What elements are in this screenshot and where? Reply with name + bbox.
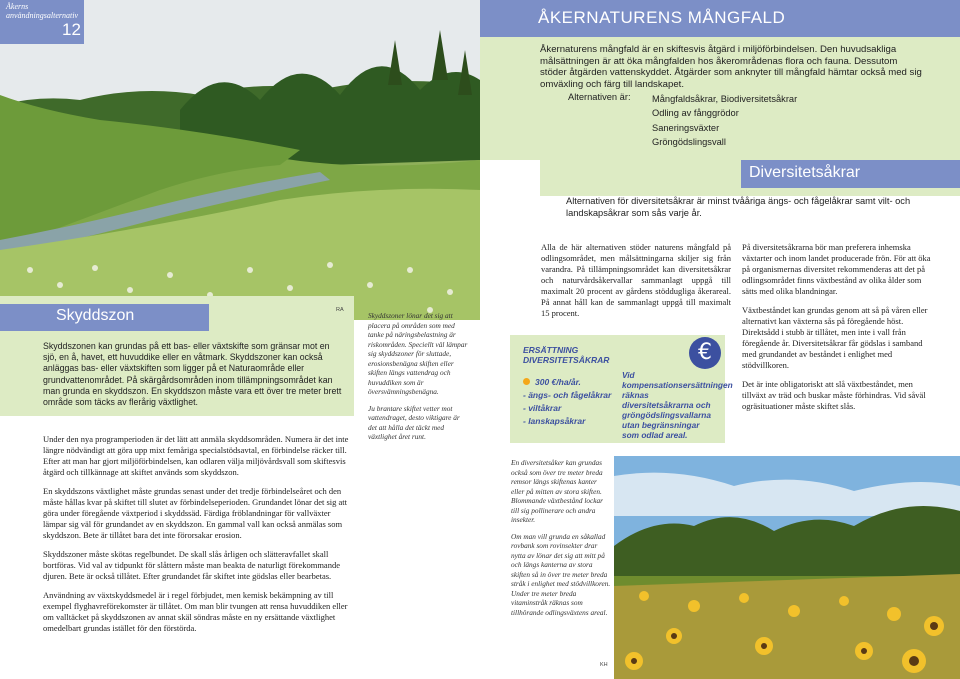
paragraph: Det är inte obligatoriskt att slå växtbeståndet, men tillväxt av träd och buskar måste förhindras. Vid såväl ogräsituationer måste skiftet slås. — [742, 379, 926, 411]
landscape-illustration — [0, 0, 480, 320]
side-note-paragraph: Om man vill grunda en såkallad rovbank som rovinsekter drar nytta av lönar det sig att mitt på och längs kanterna av stora skiften så in över tre meter breda stråk i enlighet med stödvillkoren. Under tre meter breda vitaminstråk räknas som tillhörande odlingsväxtens areal. — [511, 531, 611, 617]
section-header-tab — [0, 0, 84, 44]
alternative-item: Saneringsväxter — [652, 122, 720, 133]
paragraph: Skyddszoner måste skötas regelbundet. De skall slås årligen och slätteravfallet skall bortföras. Vid val av tidpunkt för slåttern måste man beakta de naturligt förekommande djuren. Bete är också tillåtet. Efter grundandet får skiftet inte gödslas eller bearbetas. — [43, 549, 340, 581]
euro-icon: € — [689, 337, 721, 369]
intro-text: Åkernaturens mångfald är en skiftesvis åtgärd i miljöförbindelsen. Den huvudsakliga målsättningen är att öka mångfalden hos åkerområdenas flora och fauna. Dessutom stöder åtgärden vattenskyddet. Åtgärder som anknyter till mångfald hämtar också med sig omväxling och färg till landskapet. — [540, 44, 922, 90]
alternative-item: Odling av fånggrödor — [652, 108, 739, 119]
skyddszon-intro: Skyddszonen kan grundas på ett bas- eller växtskifte som gränsar mot en sjö, en å, havet, ett huvuddike eller en våtmark. Skyddszoner kan också anläggas bas- eller växtskiften som ligger på et Naturaområde eller grundvattenområdet. På skärgårdsområden inom tillämpningsområdet kan man grunda en skyddszon. En skyddszon måste vara ett över tre meter brett område som täcks av flerårig växtlighet. — [43, 341, 342, 408]
photo-credit: KH — [600, 662, 608, 668]
alternative-item: Gröngödslingsvall — [652, 136, 726, 147]
alternatives-list — [652, 92, 797, 149]
side-note-paragraph: Skyddszoner lönar det sig att placera på områden som med tanke på näringsbelastning är riskområden. Speciellt väl lämpar sig skyddszoner för sluttade, erosionsbenägna skiften eller skiften längs vattendrag och huvuddiken som är översvämningsbenägna. — [368, 311, 468, 396]
compensation-note: Vid kompensationsersättningen räknas diversitetsåkrarna och gröngödslingsvallarna utan begränsningar som odlad areal. — [622, 370, 733, 440]
compensation-item: - viltåkrar — [523, 403, 562, 413]
page-number: 12 — [62, 20, 81, 39]
sunflower-field-photo — [614, 456, 960, 679]
section-title: Åkerns användningsalternativ — [6, 2, 78, 20]
alternatives-label: Alternativen är: — [568, 92, 631, 102]
compensation-list — [523, 376, 611, 428]
landscape-photo-stream — [0, 0, 480, 320]
compensation-item: - lanskapsåkrar — [523, 416, 586, 426]
diversitet-heading: Diversitetsåkrar — [749, 164, 861, 181]
amount-text: 300 €/ha/år. — [535, 377, 581, 387]
page-title: ÅKERNATURENS MÅNGFALD — [538, 8, 786, 27]
photo-credit: RA — [336, 307, 344, 313]
side-note-paragraph: En diversitetsåker kan grundas också som över tre meter breda remsor längs skiftenas kanter eller på mitten av stora skiften. Blommande växtbestånd lockar till sig pollinerare och andra insekter. — [511, 458, 603, 524]
compensation-title — [523, 345, 609, 365]
paragraph: Växtbeståndet kan grundas genom att så på våren eller alternativt kan växterna sås på föregående höst. Direktsådd i stubb är tillåtet, men inte i vall från föregående år. Diversitetsåkrar får gödslas i samband med grundandet av beståndet i enlighet med stödvillkoren. — [742, 305, 928, 370]
skyddszon-body — [43, 434, 353, 642]
side-note-diversitet — [511, 458, 611, 624]
paragraph: Användning av växtskyddsmedel är i regel förbjudet, men kemisk bekämpning av till exempel flyghavreförekomster är tillåtet. Om man blir tvungen att rensa huvuddiken eller om valltäcket på skyddszonen av annat skäl söndras måste en ny ersättande växtlighet omedelbart grundas istället för den förstörda. — [43, 590, 348, 633]
paragraph: En skyddszons växtlighet måste grundas senast under det tredje förbindelseåret och den måste hållas kvar på skiftet till slutet av förbindelseperioden. Grundandet lönar det sig att göra under föregående växtperiod i skyddssäd. Färdiga fröblandningar för vallväxter lämpar sig väl för grundandet av en skyddszon. En gammal vall kan också anmälas som skyddszon. Bete är tillåtet bara det inte förorsakar erosion. — [43, 486, 348, 540]
diversitet-body-mid: Alla de här alternativen stöder naturens mångfald på odlingsområdet, men målsättningarna skiljer sig från varandra. På tillämpningsområdet kan diversitetsåkrar och naturvårdsåkervallar sammanlagt uppgå till maximalt 20 procent av gårdens stöddugliga åkerareal. På annat håll kan de sammanlagt uppgå till maximalt 15 procent. — [541, 242, 731, 318]
diversitet-body-right — [742, 242, 932, 420]
diversitet-intro: Alternativen för diversitetsåkrar är minst tvååriga ängs- och fågelåkrar samt vilt- och landskapsåkrar som sås varje år. — [566, 196, 911, 218]
side-note-skyddszon — [368, 311, 468, 449]
paragraph: Under den nya programperioden är det lätt att anmäla skyddsområden. Numera är det inte längre nödvändigt att göra upp mixt femåriga specialstödsavtal, en förbindelse räcker till. Efter att man har gjort miljöförbindelsen, kan odlaren välja miljövårdsvall som skiftesvis åtgärd och tillkännage att skiftet används som skyddszon. — [43, 434, 349, 477]
title-banner — [480, 0, 960, 37]
skyddszon-heading: Skyddszon — [56, 307, 135, 324]
alternative-item: Mångfaldsåkrar, Biodiversitetsåkrar — [652, 94, 798, 104]
skyddszon-banner — [0, 304, 209, 331]
sunflower-illustration — [614, 456, 960, 679]
paragraph: På diversitetsåkrarna bör man preferera inhemska växtarter och inom landet producerade frön. För att öka på organismernas diversitet rekommenderas att det på odlingsområdet finns växtbestånd av olika ålder som sätts med olika blandningar. — [742, 242, 931, 296]
compensation-title-line: ERSÄTTNING — [523, 345, 579, 355]
compensation-title-line: DIVERSITETSÅKRAR — [523, 355, 610, 365]
compensation-item: - ängs- och fågelåkrar — [523, 390, 612, 400]
side-note-paragraph: Ju brantare skiftet vetter mot vattendraget, desto viktigare är det att hålla det täckt med växtlighet året runt. — [368, 403, 460, 441]
compensation-amount — [523, 376, 611, 389]
diversitet-banner — [741, 160, 960, 188]
bullet-icon — [523, 378, 530, 385]
